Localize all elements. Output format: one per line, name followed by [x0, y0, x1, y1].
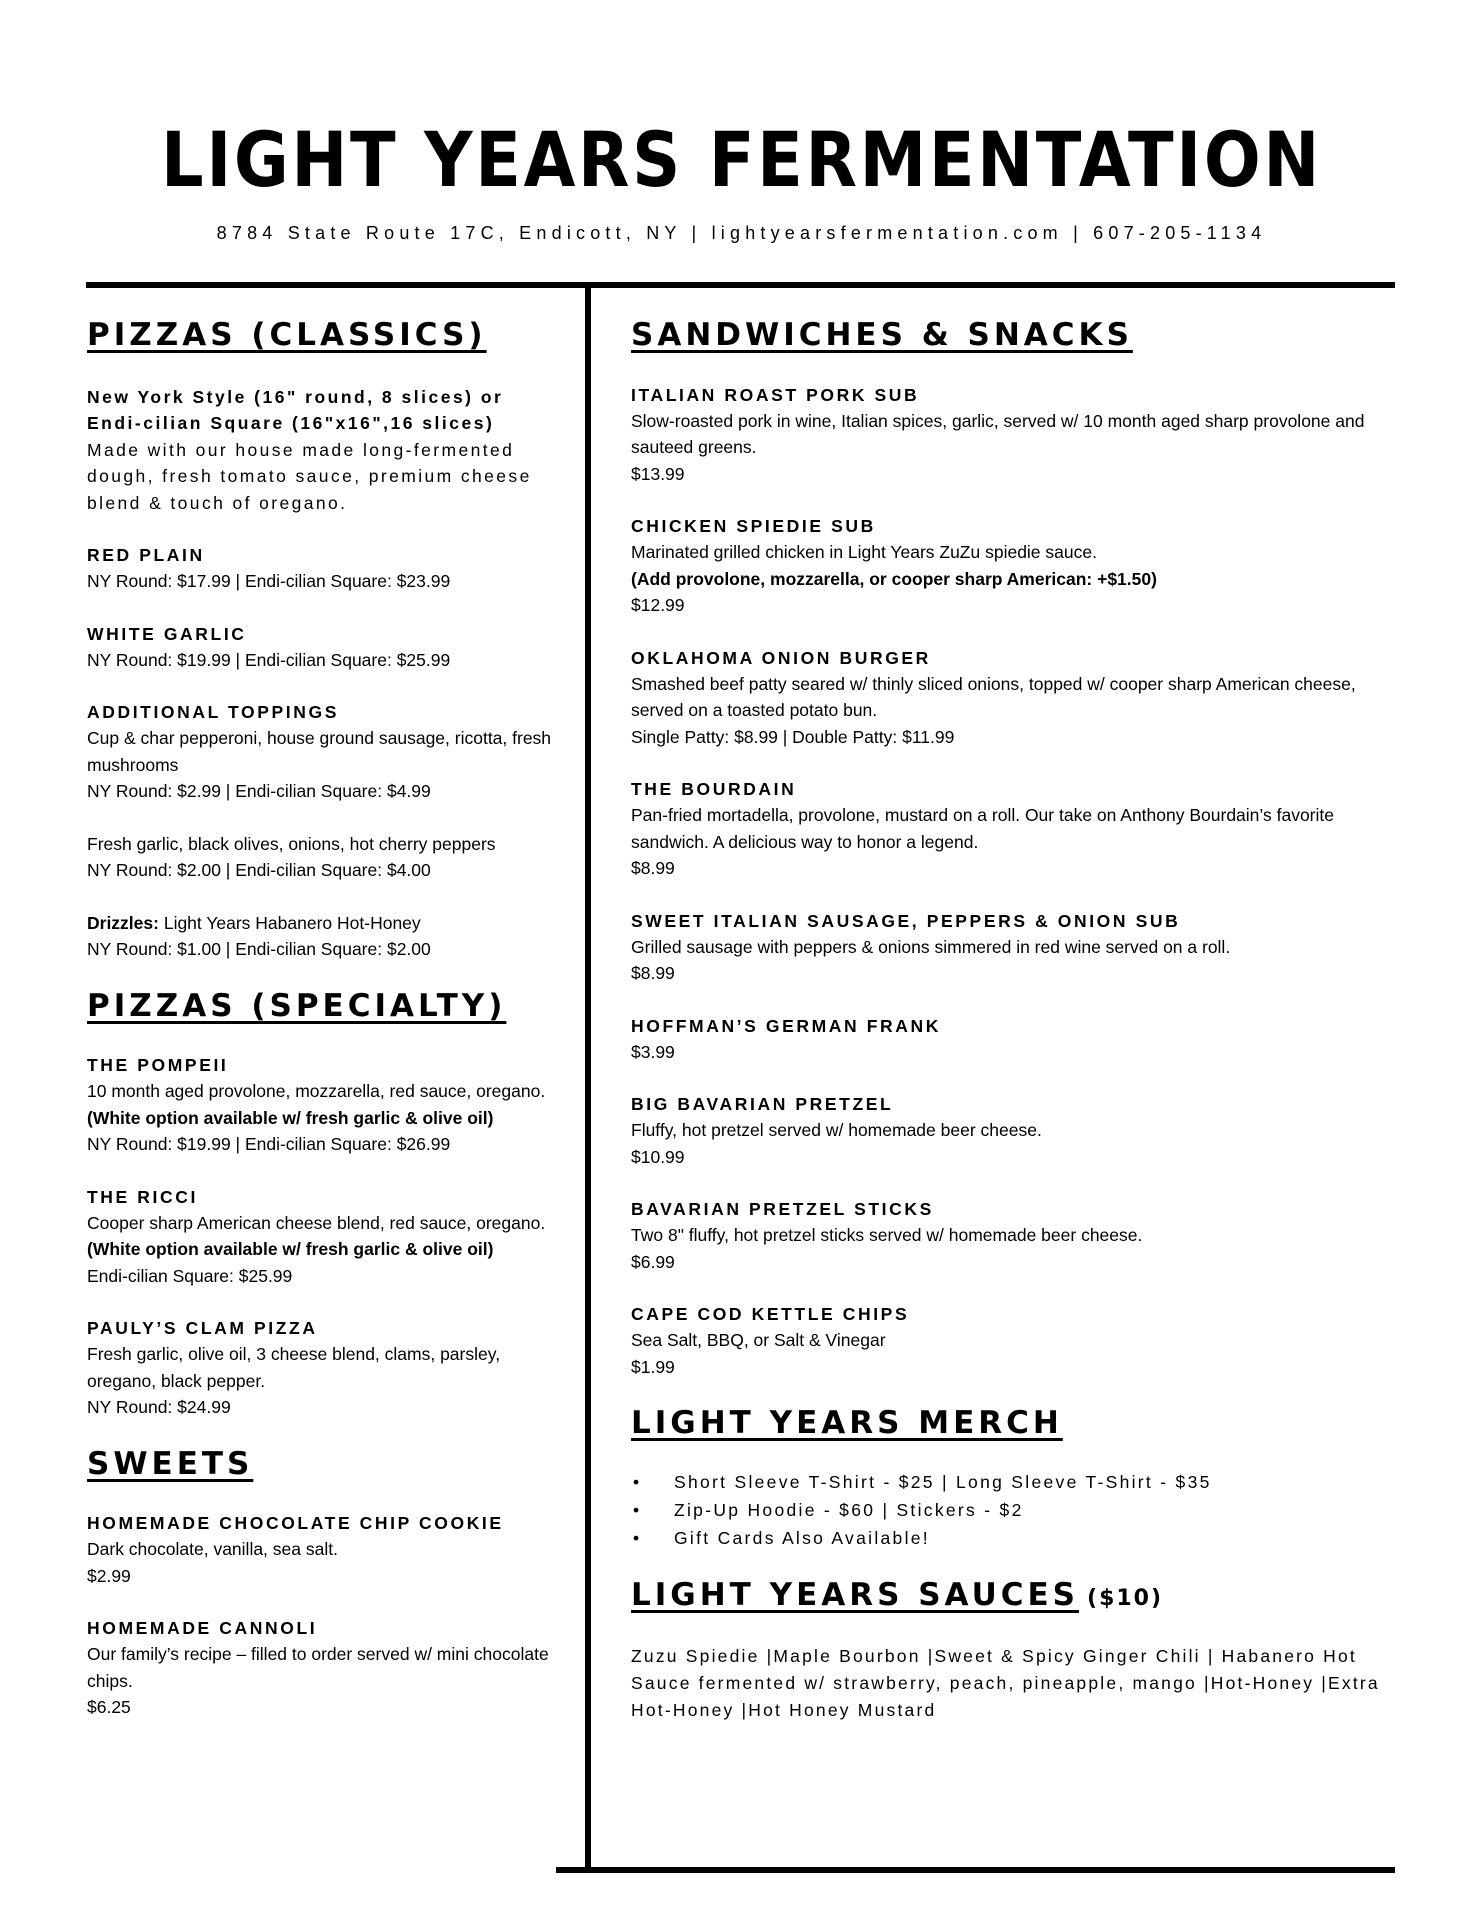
section-title: LIGHT YEARS MERCH — [631, 1405, 1063, 1442]
item-description — [87, 910, 557, 937]
menu-item — [631, 1091, 1401, 1170]
item-price: NY Round: $1.00 | Endi-cilian Square: $2.00 — [87, 939, 431, 960]
section-pizzas-specialty — [87, 989, 557, 1421]
item-price: $8.99 — [631, 963, 675, 984]
section-sweets — [87, 1447, 557, 1721]
menu-item — [631, 513, 1401, 619]
contact-info: 8784 State Route 17C, Endicott, NY | lightyearsfermentation.com | 607-205-1134 — [216, 223, 1267, 243]
section-sandwiches-snacks — [631, 318, 1401, 1380]
item-name: OKLAHOMA ONION BURGER — [631, 647, 931, 668]
menu-item — [87, 831, 557, 884]
section-pizzas-classics — [87, 318, 557, 963]
item-price: $2.99 — [87, 1565, 131, 1586]
item-description: Fresh garlic, black olives, onions, hot cherry peppers — [87, 833, 496, 854]
item-name: HOFFMAN’S GERMAN FRANK — [631, 1015, 941, 1036]
item-price: NY Round: $2.00 | Endi-cilian Square: $4.00 — [87, 860, 431, 881]
bottom-divider — [556, 1867, 1395, 1873]
item-description: Cup & char pepperoni, house ground sausage, ricotta, fresh mushrooms — [87, 728, 552, 775]
bullet-icon: • — [633, 1471, 642, 1492]
item-description: Smashed beef patty seared w/ thinly sliced onions, topped w/ cooper sharp American cheese, served on a toasted potato bun. — [631, 673, 1356, 721]
top-divider — [86, 282, 1395, 288]
intro-style-line: Endi-cilian Square (16"x16",16 slices) — [87, 413, 495, 434]
item-description: Fresh garlic, olive oil, 3 cheese blend, clams, parsley, oregano, black pepper. — [87, 1344, 501, 1391]
intro-description: Made with our house made long-fermented dough, fresh tomato sauce, premium cheese blend & touch of oregano. — [87, 439, 532, 513]
intro-style-line: New York Style (16" round, 8 slices) or — [87, 386, 504, 407]
right-column — [631, 318, 1401, 1750]
menu-item — [87, 1615, 557, 1721]
menu-item — [631, 645, 1401, 751]
item-description: Slow-roasted pork in wine, Italian spices, garlic, served w/ 10 month aged sharp provolone and sauteed greens. — [631, 410, 1365, 458]
item-price: NY Round: $19.99 | Endi-cilian Square: $26.99 — [87, 1134, 451, 1155]
menu-item — [87, 910, 557, 963]
drizzles-text: Light Years Habanero Hot-Honey — [158, 912, 421, 933]
item-price: $3.99 — [631, 1041, 675, 1062]
section-title: PIZZAS (CLASSICS) — [87, 317, 487, 353]
section-title: PIZZAS (SPECIALTY) — [87, 987, 507, 1024]
item-name: ITALIAN ROAST PORK SUB — [631, 384, 920, 405]
left-column — [87, 318, 557, 1747]
classics-intro — [87, 384, 557, 517]
item-name: ADDITIONAL TOPPINGS — [87, 702, 339, 723]
section-sauces — [631, 1578, 1401, 1725]
section-title: SANDWICHES & SNACKS — [631, 317, 1133, 353]
menu-item — [87, 1184, 557, 1290]
merch-text: Short Sleeve T-Shirt - $25 | Long Sleeve T-Shirt - $35 — [674, 1471, 1212, 1492]
item-price: $1.99 — [631, 1356, 675, 1377]
item-name: HOMEMADE CANNOLI — [87, 1618, 318, 1639]
section-title: SWEETS — [87, 1445, 254, 1482]
item-price: NY Round: $17.99 | Endi-cilian Square: $23.99 — [87, 571, 451, 592]
merch-item — [631, 1496, 1401, 1524]
item-description: Dark chocolate, vanilla, sea salt. — [87, 1539, 338, 1560]
item-price: $13.99 — [631, 463, 685, 484]
item-price: Endi-cilian Square: $25.99 — [87, 1265, 293, 1286]
item-description: Marinated grilled chicken in Light Years ZuZu spiedie sauce. — [631, 542, 1097, 563]
item-name: THE POMPEII — [87, 1055, 229, 1076]
item-price: $10.99 — [631, 1146, 685, 1167]
merch-list — [631, 1468, 1401, 1552]
item-description: 10 month aged provolone, mozzarella, red sauce, oregano. — [87, 1081, 546, 1102]
drizzles-label: Drizzles: — [87, 912, 159, 933]
item-name: PAULY’S CLAM PIZZA — [87, 1318, 318, 1339]
item-price: $6.25 — [87, 1697, 131, 1718]
item-name: BAVARIAN PRETZEL STICKS — [631, 1199, 934, 1220]
menu-item — [631, 382, 1401, 488]
item-note: (White option available w/ fresh garlic & olive oil) — [87, 1107, 494, 1128]
sauce-price: ($10) — [1087, 1585, 1164, 1611]
menu-item — [87, 542, 557, 595]
item-name: RED PLAIN — [87, 545, 205, 566]
bullet-icon: • — [633, 1527, 642, 1548]
sauces-list: Zuzu Spiedie |Maple Bourbon |Sweet & Spicy Ginger Chili | Habanero Hot Sauce fermented w/ strawberry, peach, pineapple, mango |Hot-Honey |Extra Hot-Honey |Hot Honey Mustard — [631, 1646, 1380, 1721]
section-merch — [631, 1406, 1401, 1552]
merch-text: Zip-Up Hoodie - $60 | Stickers - $2 — [674, 1499, 1024, 1520]
bullet-icon: • — [633, 1499, 642, 1520]
menu-item — [631, 776, 1401, 882]
menu-item — [87, 1052, 557, 1158]
menu-item — [631, 1301, 1401, 1380]
item-note: (White option available w/ fresh garlic & olive oil) — [87, 1239, 494, 1260]
item-name: CAPE COD KETTLE CHIPS — [631, 1304, 910, 1325]
menu-item — [631, 1196, 1401, 1275]
item-name: THE BOURDAIN — [631, 779, 797, 800]
item-price: $8.99 — [631, 858, 675, 879]
merch-item — [631, 1524, 1401, 1552]
menu-item — [87, 1510, 557, 1589]
item-description: Grilled sausage with peppers & onions simmered in red wine served on a roll. — [631, 936, 1231, 957]
item-description: Our family’s recipe – filled to order served w/ mini chocolate chips. — [87, 1644, 549, 1691]
item-description: Two 8" fluffy, hot pretzel sticks served w/ homemade beer cheese. — [631, 1225, 1143, 1246]
section-title-text: LIGHT YEARS SAUCES — [631, 1576, 1080, 1613]
item-name: CHICKEN SPIEDIE SUB — [631, 516, 876, 537]
item-name: HOMEMADE CHOCOLATE CHIP COOKIE — [87, 1513, 504, 1534]
item-price: $6.99 — [631, 1251, 675, 1272]
merch-item — [631, 1468, 1401, 1496]
item-price: NY Round: $24.99 — [87, 1397, 231, 1418]
menu-item — [87, 699, 557, 805]
item-name: SWEET ITALIAN SAUSAGE, PEPPERS & ONION SUB — [631, 910, 1181, 931]
menu-item — [631, 1013, 1401, 1066]
item-name: BIG BAVARIAN PRETZEL — [631, 1094, 894, 1115]
menu-item — [87, 1315, 557, 1421]
item-description: Sea Salt, BBQ, or Salt & Vinegar — [631, 1330, 886, 1351]
menu-item — [87, 621, 557, 674]
section-title — [631, 1578, 1163, 1614]
item-name: THE RICCI — [87, 1186, 198, 1207]
item-description: Fluffy, hot pretzel served w/ homemade beer cheese. — [631, 1120, 1042, 1141]
item-description: Cooper sharp American cheese blend, red sauce, oregano. — [87, 1212, 546, 1233]
item-note: (Add provolone, mozzarella, or cooper sharp American: +$1.50) — [631, 568, 1157, 589]
menu-title: LIGHT YEARS FERMENTATION — [161, 115, 1322, 204]
column-divider — [585, 282, 591, 1872]
merch-text: Gift Cards Also Available! — [674, 1527, 930, 1548]
item-price: NY Round: $19.99 | Endi-cilian Square: $25.99 — [87, 649, 451, 670]
item-price: $12.99 — [631, 595, 685, 616]
item-description: Pan-fried mortadella, provolone, mustard on a roll. Our take on Anthony Bourdain’s favorite sandwich. A delicious way to honor a legend. — [631, 805, 1334, 852]
item-price: Single Patty: $8.99 | Double Patty: $11.99 — [631, 726, 955, 747]
item-name: WHITE GARLIC — [87, 623, 247, 644]
menu-item — [631, 908, 1401, 987]
item-price: NY Round: $2.99 | Endi-cilian Square: $4.99 — [87, 781, 431, 802]
